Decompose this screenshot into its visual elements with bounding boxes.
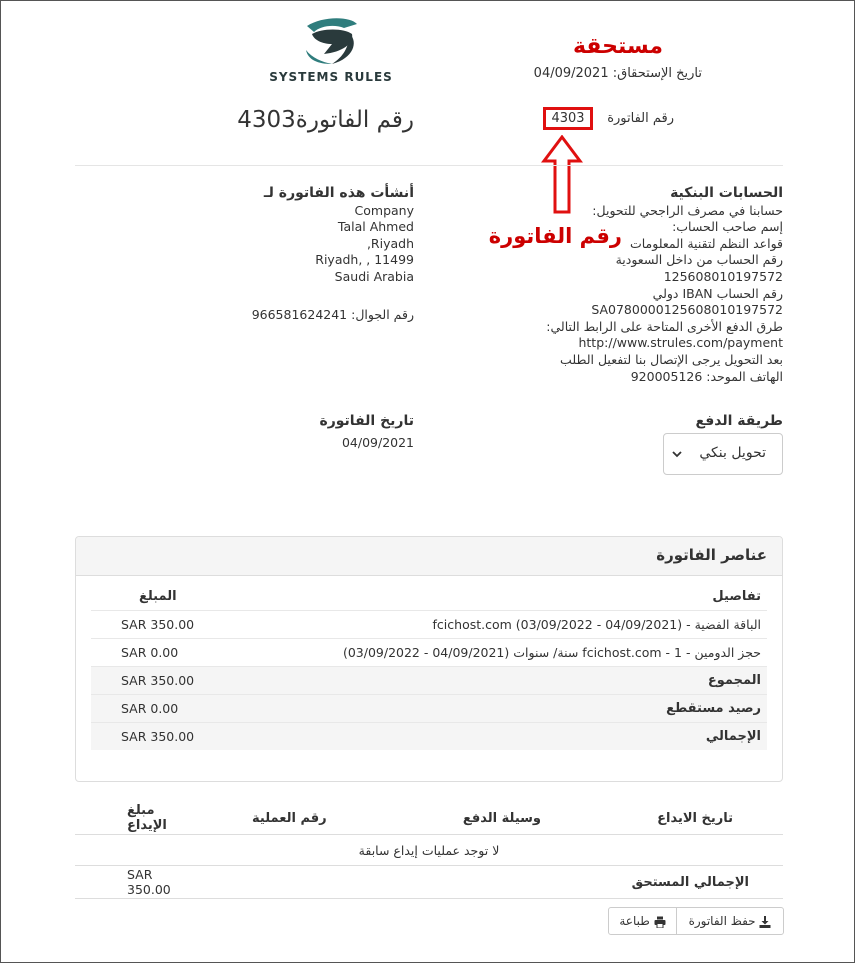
bank-line: الهاتف الموحد: 920005126 [630,368,783,384]
bank-line: SA0780000125608010197572 [591,302,783,318]
due-date-value: 04/09/2021 [533,66,609,81]
invoice-date-value: 04/09/2021 [341,435,414,450]
col-deposit-date: تاريخ الايداع [596,802,783,835]
col-transaction-id: رقم العملية [172,802,387,835]
print-button[interactable] [608,907,677,935]
due-date-label: تاريخ الإستحقاق: [612,66,702,81]
invoiced-to [210,185,414,286]
panel-title: عناصر الفاتورة [656,546,767,564]
payment-method-select[interactable] [663,433,783,475]
divider [75,165,783,166]
item-amount: SAR 350.00 [91,611,239,639]
bank-line: 125608010197572 [663,268,783,284]
col-details-header: تفاصيل [712,589,761,604]
no-transactions-row [75,835,783,866]
panel-header [76,537,782,576]
subtotal-amount: SAR 350.00 [91,667,239,695]
transactions-header-row [75,802,783,835]
bank-accounts [470,185,783,385]
table-row [91,639,767,667]
subtotal-label: المجموع [239,667,767,695]
annotation-text: رقم الفاتورة [488,224,622,248]
balance-row [75,866,783,899]
invoice-date-heading: تاريخ الفاتورة [319,413,414,429]
total-amount: SAR 350.00 [91,723,239,751]
bank-line: طرق الدفع الأخرى المتاحة على الرابط التالي: [546,318,783,334]
item-description: حجز الدومين - 1 - fcichost.com سنة/ سنوات (04/09/2021 - 03/09/2022) [239,639,767,667]
balance-amount: SAR 350.00 [75,866,172,899]
mobile-number: رقم الجوال: 966581624241 [251,307,414,322]
logo-swoosh-icon [262,14,400,72]
col-payment-method: وسيلة الدفع [387,802,596,835]
invoice-number-value: 4303 [551,111,585,126]
address-line: Riyadh, , 11499 [315,252,414,268]
download-invoice-button[interactable] [676,907,784,935]
bank-line: إسم صاحب الحساب: [672,219,783,235]
print-label: طباعة [619,914,650,928]
credit-amount: SAR 0.00 [91,695,239,723]
address-line: ,Riyadh [366,235,414,251]
bank-accounts-heading: الحسابات البنكية [670,185,783,201]
invoice-number-label: رقم الفاتورة [607,111,674,126]
invoice-number-highlight [543,107,593,130]
payment-method-value: تحويل بنكي [699,445,766,461]
col-deposit-amount: مبلغ الإيداع [75,802,172,835]
print-icon [654,916,666,928]
payment-link: http://www.strules.com/payment [578,335,783,351]
invoice-items-panel [75,536,783,782]
table-row [91,611,767,639]
credit-label: رصيد مستقطع [239,695,767,723]
download-icon [759,916,771,928]
item-amount: SAR 0.00 [91,639,239,667]
credit-row [91,695,767,723]
bank-line: حسابنا في مصرف الراجحي للتحويل: [592,202,783,218]
no-transactions-text: لا توجد عمليات إيداع سابقة [75,835,783,866]
page-title: رقم الفاتورة4303 [237,107,414,133]
logo-text: SYSTEMS RULES [269,70,393,84]
chevron-down-icon [670,447,684,461]
address-line: Company [354,202,414,218]
payment-method-heading: طريقة الدفع [695,413,783,429]
balance-label: الإجمالي المستحق [172,866,783,899]
transactions-table [75,802,783,899]
invoiced-to-heading: أنشأت هذه الفاتورة لـ [263,185,414,201]
download-invoice-label: حفظ الفاتورة [688,914,756,928]
due-date [480,66,702,81]
bank-line: رقم الحساب IBAN دولي [652,285,783,301]
item-description: الباقة الفضية - (04/09/2021 - 03/09/2022) fcichost.com [239,611,767,639]
invoice-status: مستحقة [572,34,663,59]
subtotal-row [91,667,767,695]
table-header-row [91,583,767,611]
bank-line: بعد التحويل يرجى الإتصال بنا لتفعيل الطلب [560,351,783,367]
company-logo [262,14,400,88]
address-line: Talal Ahmed [337,219,414,235]
bank-line: رقم الحساب من داخل السعودية [615,252,783,268]
bank-line: قواعد النظم لتقنية المعلومات [629,235,783,251]
total-row [91,723,767,751]
items-table [91,583,767,750]
total-label: الإجمالي [239,723,767,751]
col-amount-header: المبلغ [139,589,177,604]
address-line: Saudi Arabia [334,268,414,284]
